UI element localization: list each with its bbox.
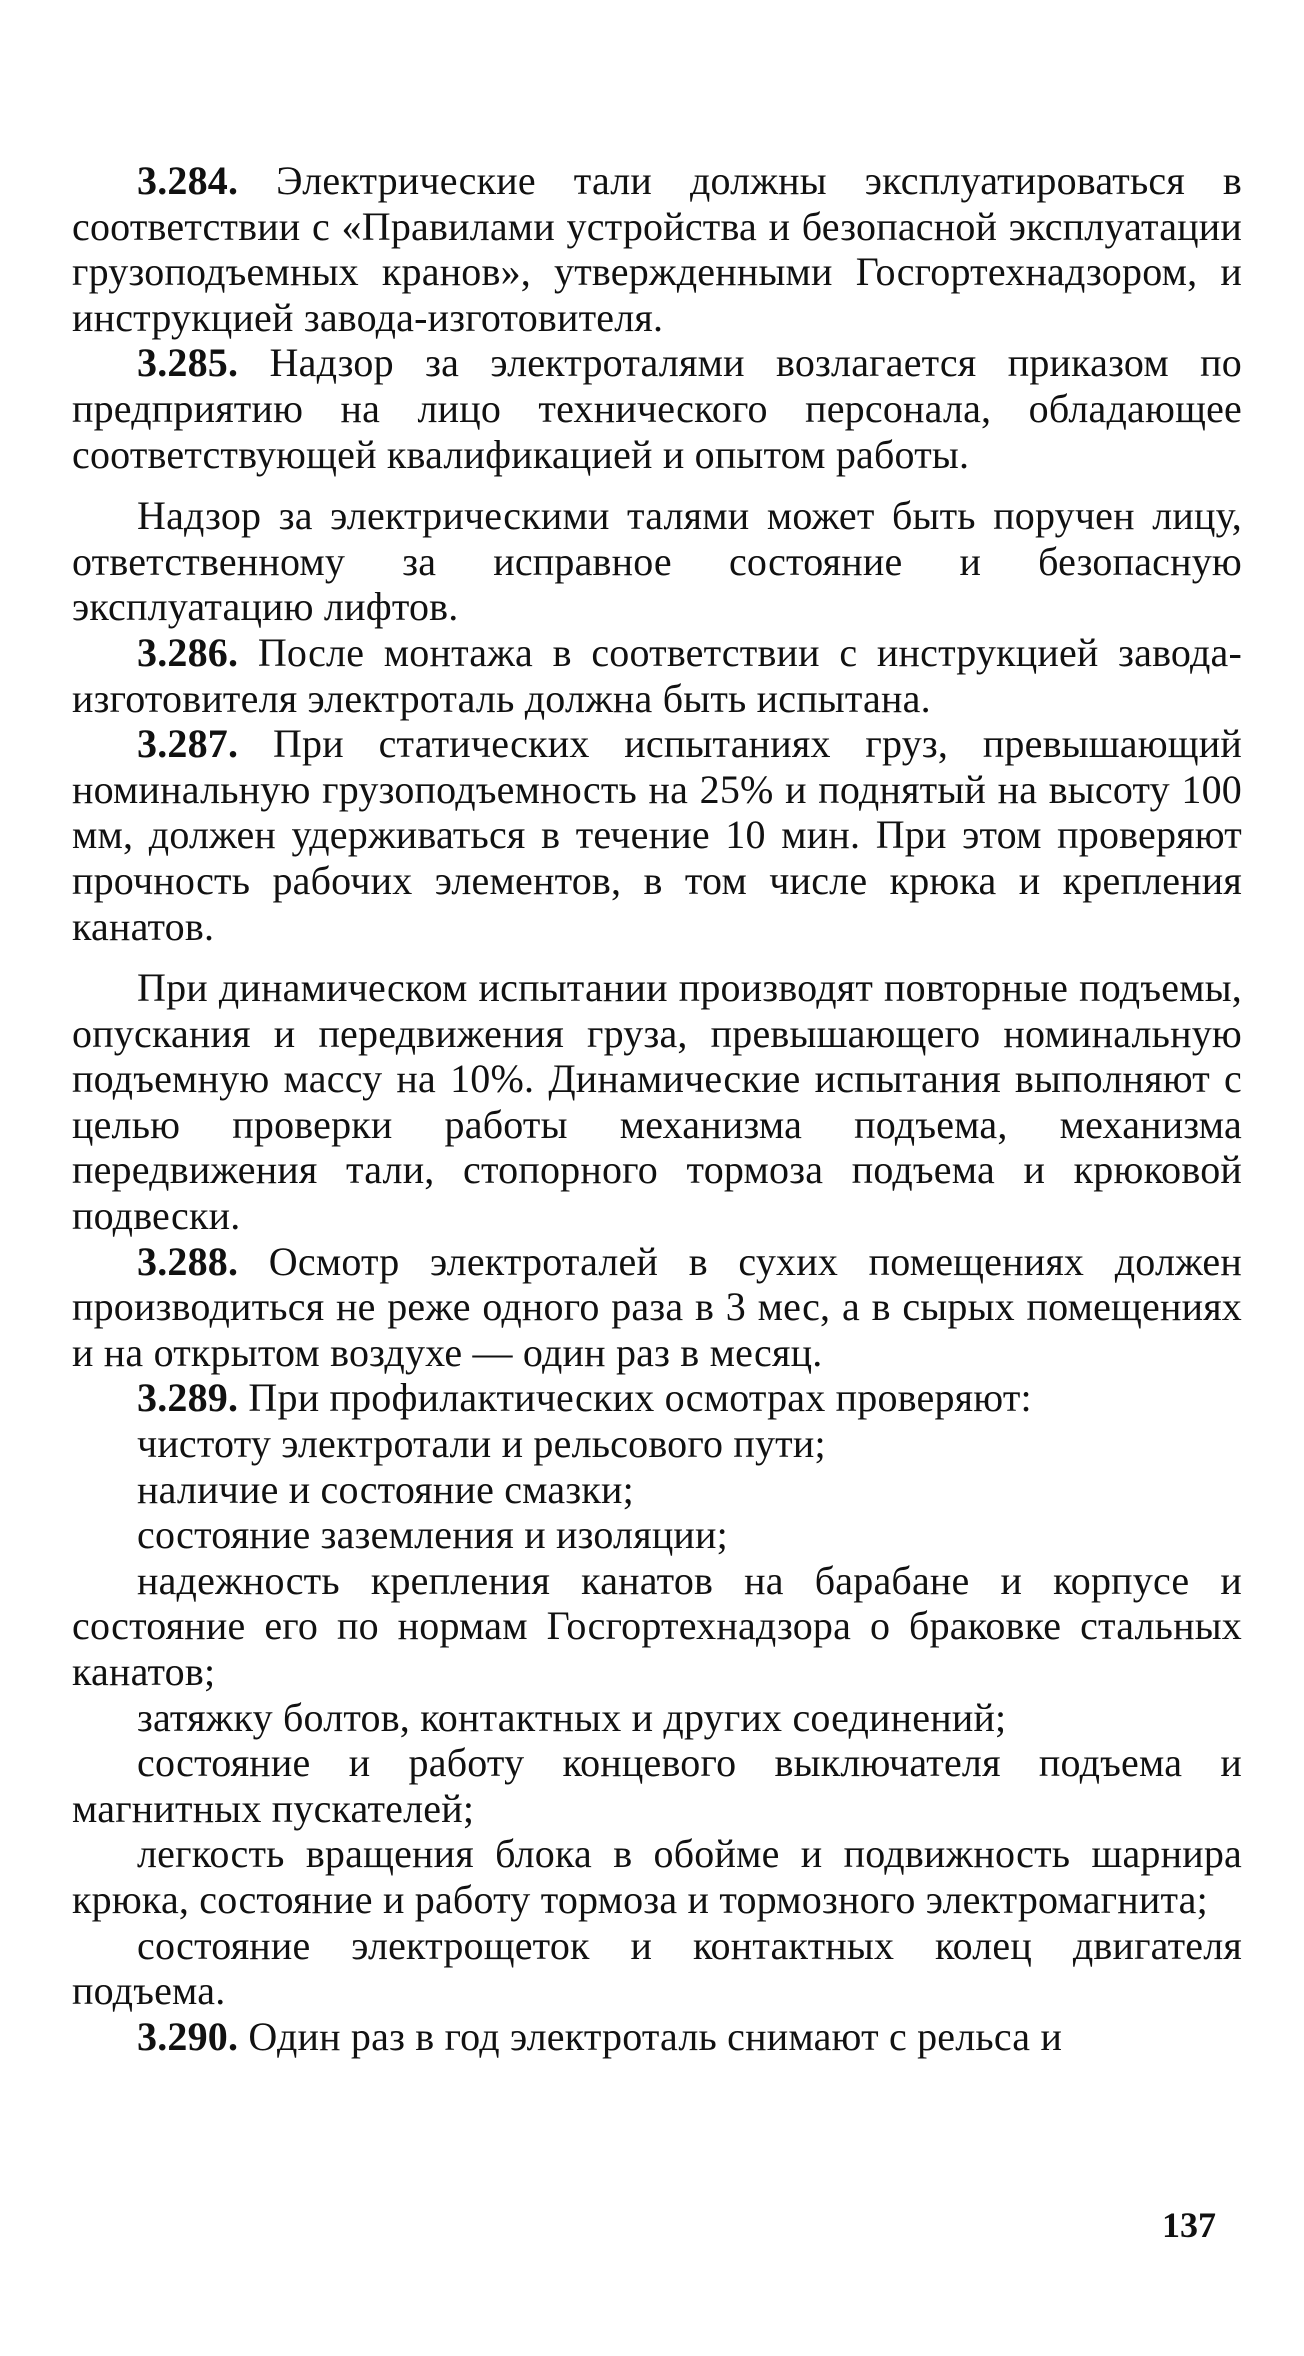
paragraph-text: Электрические тали должны эксплуатироваться в соответствии с «Правилами устройства и безопасной эксплуатации грузоподъемных кранов», утвержденными Госгортехнадзором, и инструкцией завода-изготовителя.	[72, 158, 1242, 340]
paragraph-3-285	[72, 340, 1242, 477]
paragraph-3-286	[72, 630, 1242, 721]
paragraph-text: При динамическом испытании производят повторные подъемы, опускания и передвижения груза, превышающего номинальную подъемную массу на 10%. Динамические испытания выполняют с целью проверки работы механизма подъема, механизма передвижения тали, стопорного тормоза подъема и крюковой подвески.	[72, 965, 1242, 1239]
clause-number: 3.288.	[137, 1238, 239, 1284]
clause-number: 3.286.	[137, 629, 239, 675]
paragraph-text: При статических испытаниях груз, превышающий номинальную грузоподъемность на 25% и поднятый на высоту 100 мм, должен удерживаться в течение 10 мин. При этом проверяют прочность рабочих элементов, в том числе крюка и крепления канатов.	[72, 721, 1242, 949]
paragraph-3-290	[72, 2014, 1242, 2060]
page-body	[72, 158, 1242, 2059]
list-item: состояние электрощеток и контактных колец двигателя подъема.	[72, 1922, 1242, 2014]
clause-number: 3.287.	[137, 721, 239, 767]
paragraph-supervision-note	[72, 493, 1242, 630]
inspection-checklist	[72, 1421, 1242, 2014]
paragraph-3-287	[72, 721, 1242, 949]
paragraph-3-284	[72, 158, 1242, 340]
paragraph-text: При профилактических осмотрах проверяют:	[238, 1375, 1032, 1421]
paragraph-text: Надзор за электроталями возлагается приказом по предприятию на лицо технического персонала, обладающее соответствующей квалификацией и опытом работы.	[72, 340, 1242, 477]
list-item: состояние и работу концевого выключателя подъема и магнитных пускателей;	[72, 1740, 1242, 1831]
paragraph-text: Один раз в год электроталь снимают с рельса и	[238, 2013, 1063, 2059]
paragraph-3-288	[72, 1239, 1242, 1376]
clause-number: 3.290.	[137, 2013, 239, 2059]
paragraph-text: Надзор за электрическими талями может быть поручен лицу, ответственному за исправное состояние и безопасную эксплуатацию лифтов.	[72, 493, 1242, 630]
list-item: чистоту электротали и рельсового пути;	[137, 1421, 826, 1467]
list-item: состояние заземления и изоляции;	[137, 1512, 728, 1558]
list-item: легкость вращения блока в обойме и подвижность шарнира крюка, состояние и работу тормоза и тормозного электромагнита;	[72, 1831, 1242, 1922]
paragraph-3-289	[72, 1375, 1242, 1421]
paragraph-text: После монтажа в соответствии с инструкцией завода-изготовителя электроталь должна быть испытана.	[72, 629, 1242, 721]
clause-number: 3.289.	[137, 1375, 239, 1421]
list-item: наличие и состояние смазки;	[137, 1466, 634, 1512]
paragraph-text: Осмотр электроталей в сухих помещениях должен производиться не реже одного раза в 3 мес, а в сырых помещениях и на открытом воздухе — один раз в месяц.	[72, 1238, 1242, 1375]
page-number: 137	[1162, 2205, 1216, 2245]
clause-number: 3.285.	[137, 340, 239, 386]
list-item: затяжку болтов, контактных и других соединений;	[137, 1694, 1007, 1740]
clause-number: 3.284.	[137, 158, 239, 203]
list-item: надежность крепления канатов на барабане и корпусе и состояние его по нормам Госгортехнадзора о браковке стальных канатов;	[72, 1557, 1242, 1694]
paragraph-dynamic-test	[72, 965, 1242, 1239]
